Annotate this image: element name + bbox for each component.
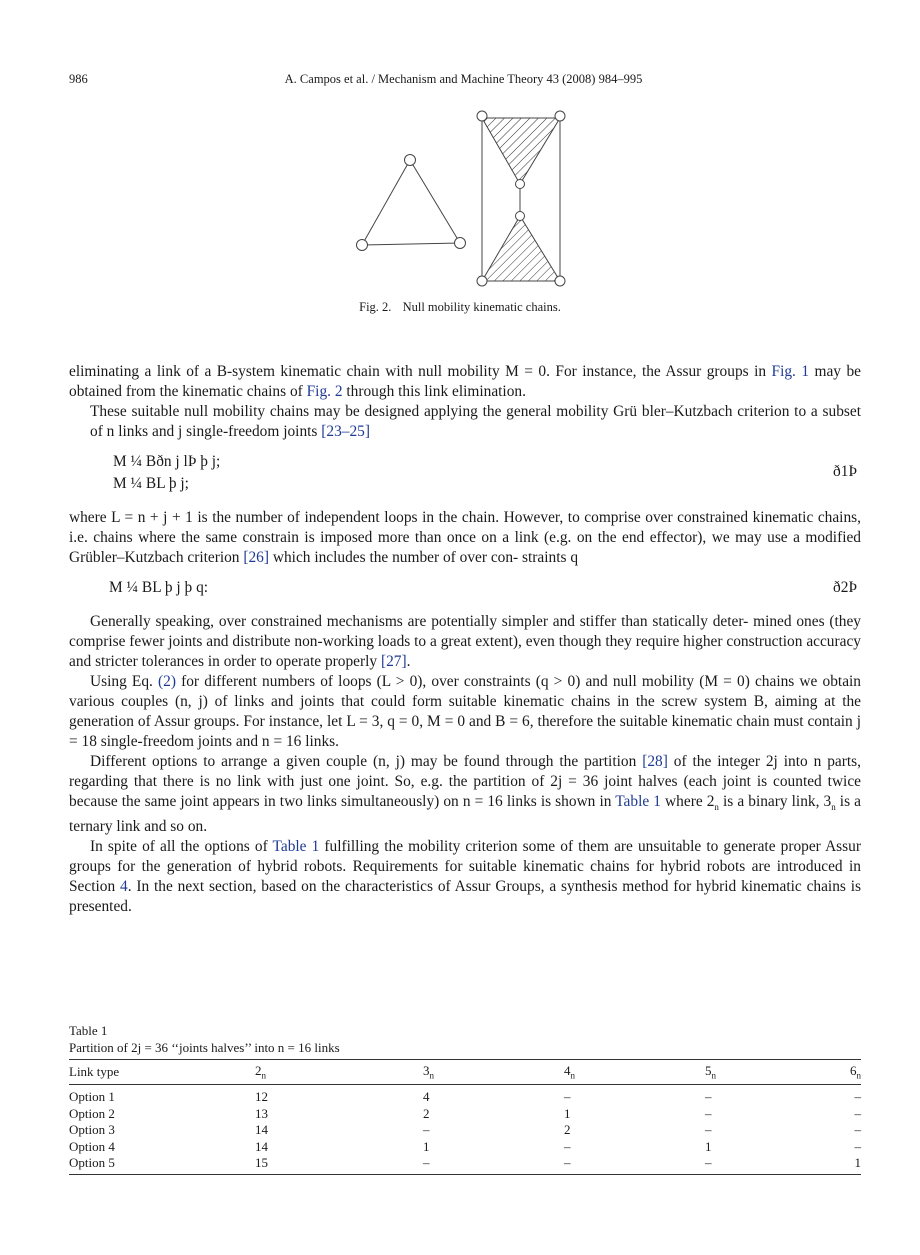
figure-caption (0, 300, 920, 315)
page-number: 986 (69, 72, 88, 86)
header-link-type: Link type (69, 1064, 120, 1079)
triangle-chain (357, 155, 466, 251)
figure-caption-text: Null mobility kinematic chains. (402, 300, 561, 314)
fig-2-link[interactable]: Fig. 2 (306, 383, 343, 400)
section-4-link[interactable]: 4 (120, 878, 128, 896)
table-1 (69, 1022, 861, 1175)
table-1-link[interactable]: Table 1 (615, 793, 661, 810)
header-col-1: $2_n$ (255, 1063, 266, 1081)
running-header (69, 72, 858, 92)
eq-2-link[interactable]: (2) (158, 673, 176, 690)
table-row: Option 4 14 1 – 1 – (69, 1138, 861, 1154)
kinematic-chains-drawing (340, 104, 580, 290)
equation-2-line: M ¼ BL þ j þ q: (109, 579, 209, 596)
table-title: Partition of 2j = 36 ‘‘joints halves’’ into n = 16 links (69, 1040, 340, 1055)
paragraph-6: Different options to arrange a given couple (n, j) may be found through the partition [28] of the integer 2j into n parts, regarding that there is no link with just one joint. So, e.g. the partition of 2j = 36 joint halves (each joint is counted twice because the same joint appears in two links simultaneously) on n = 16 links is shown in Table 1 where $2_n$ is a binary link, $3_n$ is a ternary link and so on. (69, 753, 861, 836)
figure-2 (340, 104, 580, 290)
equation-1 (69, 452, 861, 496)
table-1-link-2[interactable]: Table 1 (272, 838, 320, 856)
equation-2-number: ð2Þ (833, 579, 857, 596)
ref-26-link[interactable]: [26] (243, 549, 270, 566)
paragraph-3: where L = n + j + 1 is the number of independent loops in the chain. However, to comprise over constrained kinematic chains, i.e. chains where the same constrain is imposed more than once on a link (e.g. on the end effector), we may use a modified Grübler–Kutzbach criterion [26] which includes the number of over con- straints q (69, 509, 861, 566)
header-col-3: $4_n$ (564, 1063, 575, 1081)
double-triangle-chain (477, 111, 565, 286)
table-header-row (69, 1060, 861, 1085)
equation-1-line-1: M ¼ Bðn j lÞ þ j; (113, 453, 221, 470)
table-row: Option 5 15 – – – 1 (69, 1155, 861, 1171)
running-head: A. Campos et al. / Mechanism and Machine Theory 43 (2008) 984–995 (284, 72, 643, 86)
paragraph-1: eliminating a link of a B-system kinematic chain with null mobility M = 0. For instance, the Assur groups in Fig. 1 may be obtained from the kinematic chains of Fig. 2 through this link elimination. (69, 363, 861, 400)
paragraph-2: These suitable null mobility chains may be designed applying the general mobility Grü bler–Kutzbach criterion to a subset of n links and j single-freedom joints [23–25] (90, 403, 861, 440)
paragraph-5: Using Eq. (2) for different numbers of loops (L > 0), over constraints (q > 0) and null mobility (M = 0) chains we obtain various couples (n, j) of links and joints that could form suitable kinematic chains in the screw system B, aiming at the generation of Assur groups. For instance, let L = 3, q = 0, M = 0 and B = 6, therefore the suitable kinematic chain must contain j = 18 single-freedom joints and n = 16 links. (69, 673, 861, 750)
table-row: Option 2 13 2 1 – – (69, 1105, 861, 1121)
partition-table (69, 1060, 861, 1174)
table-label: Table 1 (69, 1023, 108, 1038)
equation-1-number: ð1Þ (833, 463, 857, 480)
table-row: Option 3 14 – 2 – – (69, 1122, 861, 1138)
paragraph-7: In spite of all the options of Table 1 fulfilling the mobility criterion some of them are unsuitable to generate proper Assur groups for the generation of hybrid robots. Requirements for suitable kinematic chains for hybrid robots are introduced in Section 4. In the next section, based on the characteristics of Assur Groups, a synthesis method for hybrid kinematic chains is presented. (69, 838, 861, 916)
table-row: Option 1 12 4 – – – (69, 1089, 861, 1104)
fig-1-link[interactable]: Fig. 1 (771, 363, 810, 380)
equation-1-line-2: M ¼ BL þ j; (113, 475, 189, 492)
body-text (69, 362, 861, 917)
ref-27-link[interactable]: [27] (380, 653, 407, 670)
ref-28-link[interactable]: [28] (642, 753, 668, 770)
header-col-4: $5_n$ (705, 1063, 716, 1081)
paragraph-4: Generally speaking, over constrained mechanisms are potentially simpler and stiffer than statically deter- mined ones (they comprise fewer joints and distribute non-working loads to a great extent), even though they require higher construction accuracy and stricter tolerances in order to operate properly [27]. (69, 613, 861, 670)
ref-23-25-link[interactable]: [23–25] (321, 423, 370, 440)
header-col-2: $3_n$ (423, 1063, 434, 1081)
header-col-5: $6_n$ (850, 1063, 861, 1081)
equation-2 (69, 578, 861, 598)
figure-label: Fig. 2. (359, 300, 392, 314)
